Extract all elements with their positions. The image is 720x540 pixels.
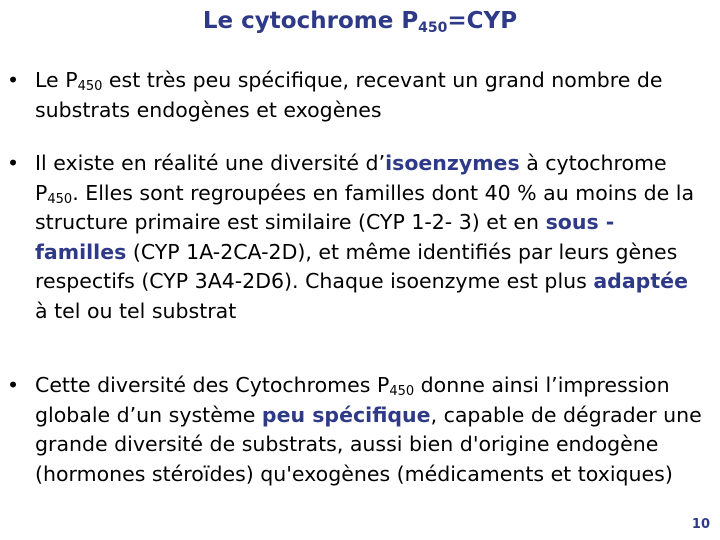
text-run: Le P <box>35 68 78 92</box>
bullet-text <box>35 151 694 323</box>
subscript-text: 450 <box>77 79 103 94</box>
text-run: donne ainsi l’impression globale d’un système <box>35 373 670 427</box>
bullet-item-3 <box>7 371 705 489</box>
text-run: Cette diversité des Cytochromes P <box>35 373 390 397</box>
bullet-marker: • <box>7 151 20 175</box>
subscript-text: 450 <box>389 384 415 399</box>
bullet-text <box>35 68 663 122</box>
text-run: . Elles sont regroupées en familles dont 40 % au moins de la structure primaire est similaire (CYP 1-2- 3) et en <box>35 180 695 234</box>
slide-title-tail: =CYP <box>447 8 518 34</box>
text-run: est très peu spécifique, recevant un grand nombre de substrats endogènes et exogènes <box>35 68 663 122</box>
slide-title-main: Le cytochrome P <box>202 8 419 34</box>
text-run: Il existe en réalité une diversité d’ <box>35 151 386 175</box>
slide-title-subscript: 450 <box>418 20 448 36</box>
text-run: (CYP 1A-2CA-2D), et même identifiés par leurs gènes respectifs (CYP 3A4-2D6). Chaque isoenzyme est plus <box>35 239 678 293</box>
subscript-text: 450 <box>47 191 73 207</box>
bullet-marker: • <box>7 373 20 397</box>
text-run: à tel ou tel substrat <box>35 298 237 323</box>
highlighted-term: sous -familles <box>35 210 615 264</box>
slide-title <box>0 8 720 34</box>
bullet-item-1 <box>7 66 705 125</box>
highlighted-term: peu spécifique <box>261 402 431 427</box>
bullet-item-2 <box>7 149 705 326</box>
bullet-text <box>35 373 702 486</box>
text-run: à cytochrome P <box>35 151 667 205</box>
text-run: , capable de dégrader une grande diversité de substrats, aussi bien d'origine endogène (hormones stéroïdes) qu'exogènes (médicaments et toxiques) <box>35 402 702 486</box>
highlighted-term: adaptée <box>593 269 688 293</box>
bullet-marker: • <box>7 68 20 92</box>
highlighted-term: isoenzymes <box>385 151 520 175</box>
page-number: 10 <box>691 517 710 532</box>
